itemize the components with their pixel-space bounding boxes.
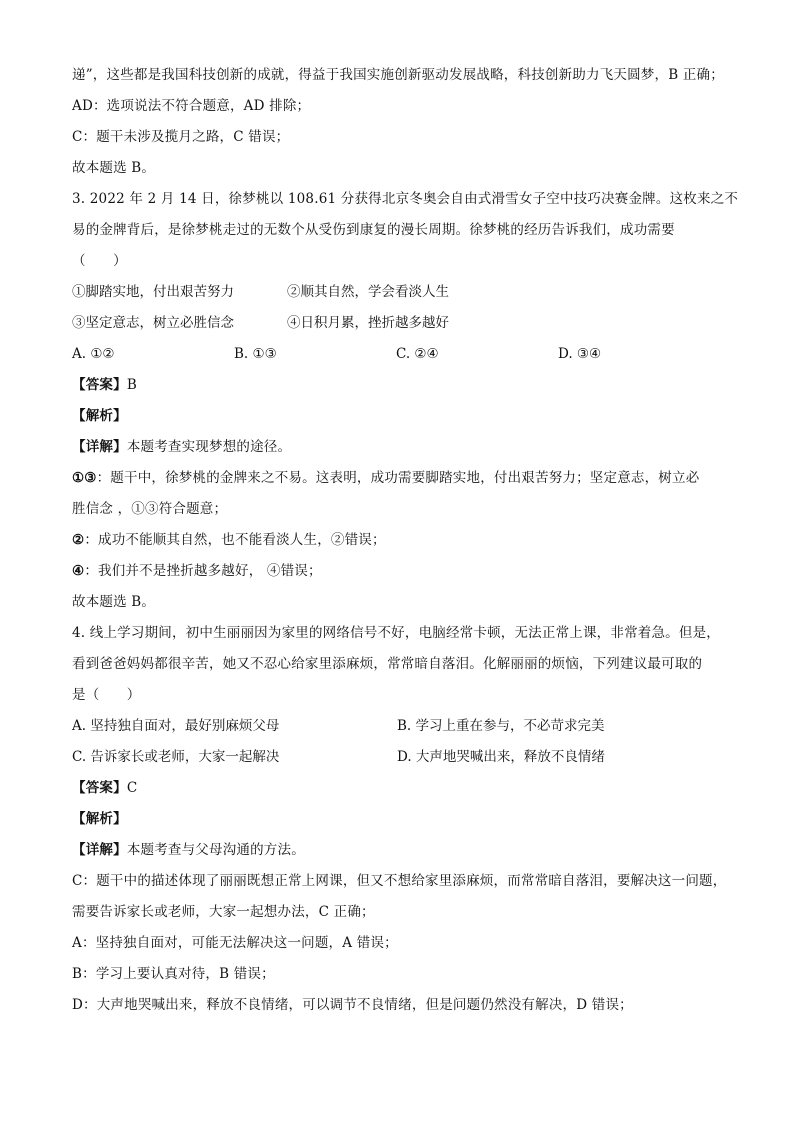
detail-label: 【详解】 <box>72 439 127 455</box>
explain-line: 需要告诉家长或老师，大家一起想办法，C 正确； <box>72 904 375 920</box>
option-c: C. ②④ <box>396 346 439 362</box>
answer-line <box>72 773 722 804</box>
explain-line: D：大声地哭喊出来，释放不良情绪，可以调节不良情绪，但是问题仍然没有解决，D 错误； <box>72 997 633 1013</box>
question-4-stem: 看到爸爸妈妈都很辛苦，她又不忍心给家里添麻烦，常常暗自落泪。化解丽丽的烦恼，下列建议最可取的 <box>72 656 703 672</box>
detail-line <box>72 835 722 866</box>
analysis-label: 【解析】 <box>72 408 127 424</box>
explain-text: ：我们并不是挫折越多越好， ④错误； <box>84 563 322 579</box>
answer-line <box>72 370 722 401</box>
text-line: C：题干未涉及揽月之路，C 错误； <box>72 129 290 145</box>
explain-prefix: ①③ <box>72 470 97 486</box>
detail-line <box>72 432 722 463</box>
question-3-stem: 3. 2022 年 2 月 14 日，徐梦桃以 108.61 分获得北京冬奥会自由式滑雪女子空中技巧决赛金牌。这枚来之不 <box>72 191 739 207</box>
explain-line <box>72 463 722 494</box>
option-d: D. ③④ <box>558 346 602 362</box>
answer-options <box>72 339 722 370</box>
analysis-label: 【解析】 <box>72 811 127 827</box>
text-line: 递”，这些都是我国科技创新的成就，得益于我国实施创新驱动发展战略，科技创新助力飞天圆梦，B 正确； <box>72 67 724 83</box>
explain-prefix: ④ <box>72 563 85 579</box>
question-4-bracket: 是（ ） <box>72 687 141 703</box>
conclusion-line: 故本题选 B。 <box>72 594 156 610</box>
answer-value: B <box>126 377 137 393</box>
explain-text: ：成功不能顺其自然，也不能看淡人生，②错误； <box>84 532 386 548</box>
answer-options-row <box>72 711 722 742</box>
explain-line <box>72 494 722 525</box>
document-page <box>72 60 739 1021</box>
explain-text: 胜信念 ，①③符合题意； <box>72 501 228 517</box>
answer-value: C <box>126 780 138 796</box>
statement-row <box>72 277 722 308</box>
text-line: 故本题选 B。 <box>72 160 156 176</box>
explain-line <box>72 556 722 587</box>
explain-prefix: ② <box>72 532 85 548</box>
question-4-stem: 4. 线上学习期间，初中生丽丽因为家里的网络信号不好，电脑经常卡顿，无法正常上课，非常着急。但是， <box>72 625 720 641</box>
statement-item: ③坚定意志，树立必胜信念 <box>72 315 234 331</box>
explain-line <box>72 525 722 556</box>
option-a: A. 坚持独自面对，最好别麻烦父母 <box>72 718 280 734</box>
text-line: AD：选项说法不符合题意，AD 排除； <box>72 98 311 114</box>
detail-label: 【详解】 <box>72 842 127 858</box>
explain-line: A：坚持独自面对，可能无法解决这一问题，A 错误； <box>72 935 398 951</box>
statement-item: ①脚踏实地，付出艰苦努力 <box>72 284 234 300</box>
answer-options-row <box>72 742 722 773</box>
detail-text: 本题考查与父母沟通的方法。 <box>126 842 305 858</box>
option-c: C. 告诉家长或老师，大家一起解决 <box>72 749 280 765</box>
statement-item: ②顺其自然，学会看淡人生 <box>287 284 449 300</box>
question-3-stem: 易的金牌背后，是徐梦桃走过的无数个从受伤到康复的漫长周期。徐梦桃的经历告诉我们，成功需要 <box>72 222 675 238</box>
answer-label: 【答案】 <box>72 780 127 796</box>
question-3-bracket: （ ） <box>72 253 127 269</box>
answer-label: 【答案】 <box>72 377 127 393</box>
explain-text: ：题干中，徐梦桃的金牌来之不易。这表明，成功需要脚踏实地，付出艰苦努力；坚定意志，树立必 <box>96 470 700 486</box>
option-b: B. 学习上重在参与，不必苛求完美 <box>397 718 605 734</box>
option-d: D. 大声地哭喊出来，释放不良情绪 <box>397 749 605 765</box>
option-b: B. ①③ <box>234 346 277 362</box>
statement-item: ④日积月累，挫折越多越好 <box>287 315 449 331</box>
explain-line: B：学习上要认真对待，B 错误； <box>72 966 275 982</box>
statement-row <box>72 308 722 339</box>
explain-line: C：题干中的描述体现了丽丽既想正常上网课，但又不想给家里添麻烦，而常常暗自落泪，要解决这一问题， <box>72 873 727 889</box>
detail-text: 本题考查实现梦想的途径。 <box>126 439 292 455</box>
option-a: A. ①② <box>72 346 115 362</box>
